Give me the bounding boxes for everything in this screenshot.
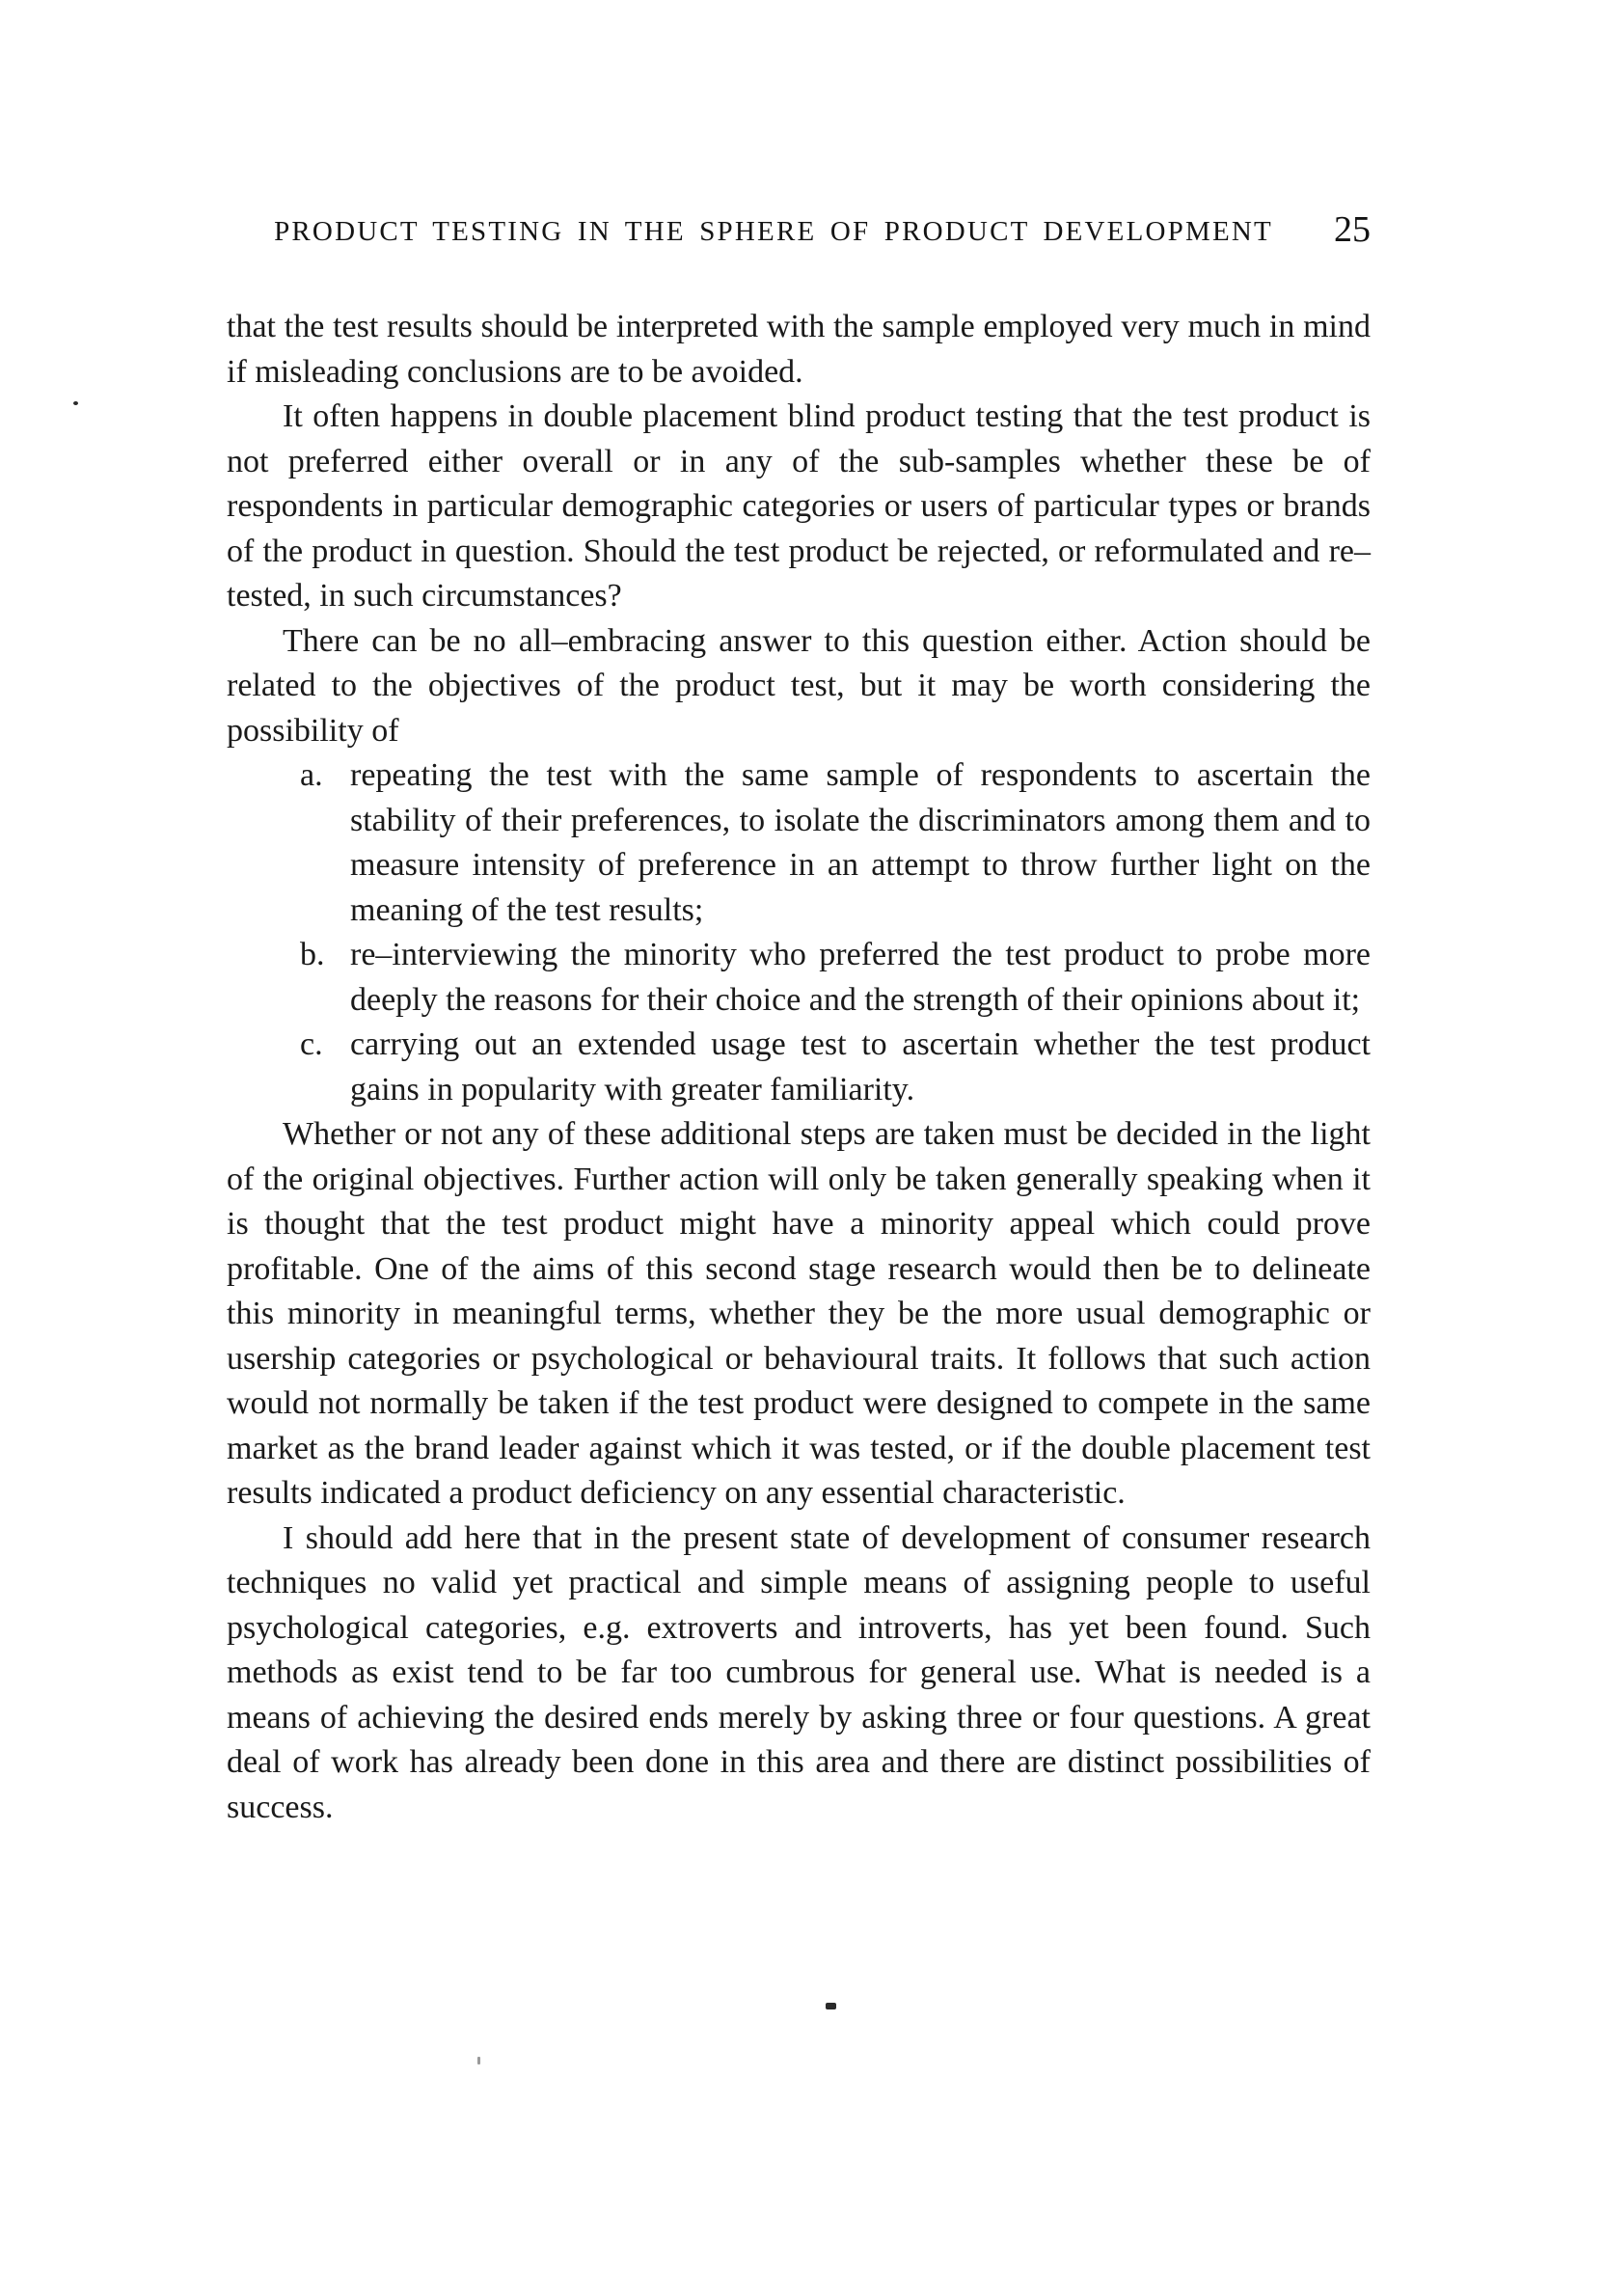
scan-speck	[73, 401, 78, 405]
running-header	[227, 209, 1371, 259]
paragraph-continuation: that the test results should be interpreted with the sample employed very much in mind if misleading conclusions are to be avoided.	[227, 309, 1371, 390]
text-block	[227, 305, 1371, 1830]
list-item-b	[227, 933, 1371, 1023]
list-marker-a: a.	[300, 757, 323, 793]
list-marker-b: b.	[300, 937, 325, 972]
paragraph-additional-steps: Whether or not any of these additional steps are taken must be decided in the light of the original objectives. Further action will only be taken generally speaking when it is thought that the test product might have a minority appeal which could prove profitable. One of the aims of this second stage research would then be to delineate this minority in meaningful terms, whether they be the more usual demographic or usership categories or psychological or behavioural traits. It follows that such action would not normally be taken if the test product were designed to compete in the same market as the brand leader against which it was tested, or if the double placement test results indicated a product deficiency on any essential characteristic.	[227, 1116, 1371, 1511]
scan-speck	[477, 2057, 480, 2064]
list-marker-c: c.	[300, 1026, 323, 1062]
option-list	[227, 753, 1371, 1112]
paragraph-no-answer: There can be no all–embracing answer to this question either. Action should be related to the objectives of the product test, but it may be worth considering the possibility of	[227, 622, 1371, 749]
page-number: 25	[1334, 209, 1371, 250]
list-item-b-text: re–interviewing the minority who preferred the test product to probe more deeply the reasons for their choice and the strength of their opinions about it;	[350, 937, 1371, 1018]
header-title: PRODUCT TESTING IN THE SPHERE OF PRODUCT DEVELOPMENT	[274, 216, 1273, 247]
scan-speck	[826, 2003, 836, 2009]
list-item-a	[227, 753, 1371, 933]
paragraph-closing: I should add here that in the present state of development of consumer research techniques no valid yet practical and simple means of assigning people to useful psychological categories, e.g. extroverts and introverts, has yet been found. Such methods as exist tend to be far too cumbrous for general use. What is needed is a means of achieving the desired ends merely by asking three or four questions. A great deal of work has already been done in this area and there are distinct possibilities of success.	[227, 1519, 1371, 1825]
list-item-a-text: repeating the test with the same sample of respondents to ascertain the stability of their preferences, to isolate the discriminators among them and to measure intensity of preference in an attempt to throw further light on the meaning of the test results;	[350, 757, 1371, 928]
list-item-c	[227, 1023, 1371, 1112]
list-item-c-text: carrying out an extended usage test to ascertain whether the test product gains in popularity with greater familiarity.	[350, 1026, 1371, 1107]
paragraph-double-placement: It often happens in double placement blind product testing that the test product is not preferred either overall or in any of the sub-samples whether these be of respondents in particular demographic categories or users of particular types or brands of the product in question. Should the test product be rejected, or reformulated and re–tested, in such circumstances?	[227, 398, 1371, 614]
